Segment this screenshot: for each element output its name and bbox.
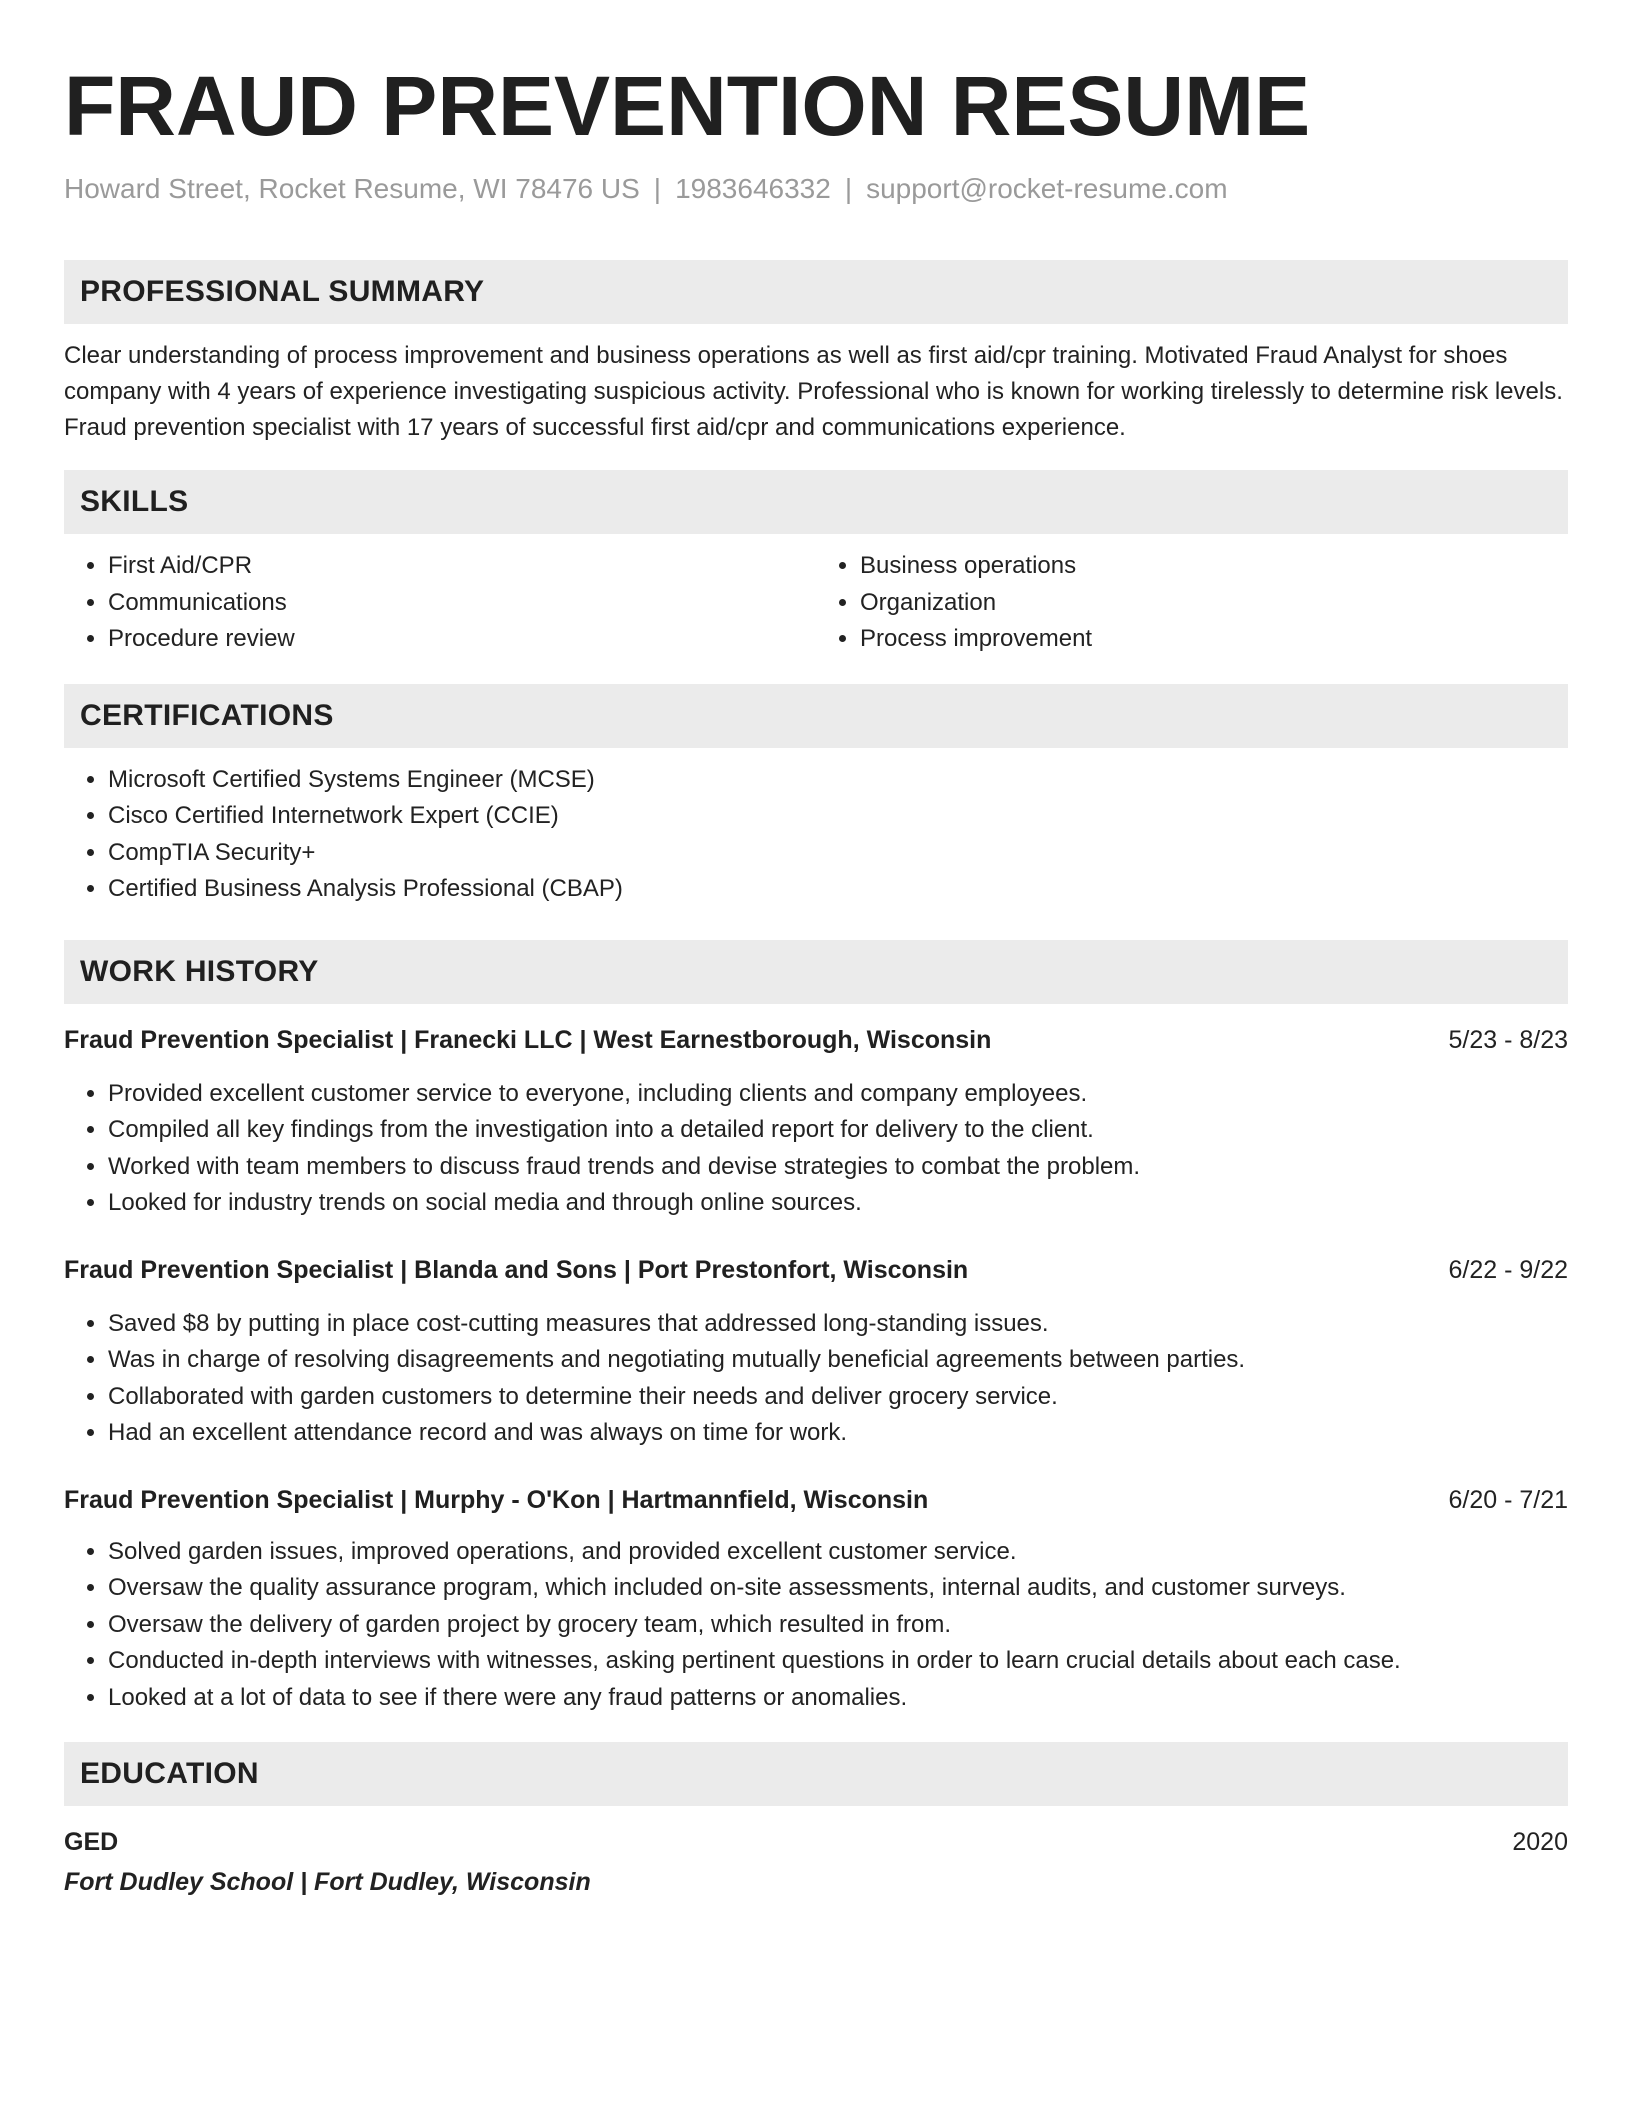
section-header-summary: PROFESSIONAL SUMMARY [64, 260, 1568, 324]
job-bullet: • Oversaw the delivery of garden project by grocery team, which resulted in from. [108, 1607, 1568, 1644]
skills-column-right [816, 548, 1568, 658]
job-entry [64, 1252, 1568, 1452]
skill-item: • Process improvement [860, 621, 1568, 658]
skills-list [64, 548, 1568, 658]
job-bullet: • Collaborated with garden customers to determine their needs and deliver grocery service. [108, 1379, 1568, 1416]
job-entry [64, 1482, 1568, 1717]
job-bullet: • Was in charge of resolving disagreements and negotiating mutually beneficial agreements between parties. [108, 1342, 1568, 1379]
job-title: Fraud Prevention Specialist | Franecki LLC | West Earnestborough, Wisconsin [64, 1025, 992, 1054]
education-degree: GED [64, 1828, 119, 1856]
job-dates: 5/23 - 8/23 [1448, 1025, 1568, 1054]
contact-separator: | [653, 173, 662, 204]
skill-item: • Business operations [860, 548, 1568, 585]
job-bullet: • Looked at a lot of data to see if there were any fraud patterns or anomalies. [108, 1680, 1568, 1717]
job-bullet: • Had an excellent attendance record and was always on time for work. [108, 1415, 1568, 1452]
job-dates: 6/20 - 7/21 [1448, 1485, 1568, 1514]
job-bullet: • Oversaw the quality assurance program, which included on-site assessments, internal audits, and customer surveys. [108, 1570, 1568, 1607]
job-bullet: • Looked for industry trends on social media and through online sources. [108, 1185, 1568, 1222]
certification-item: • Cisco Certified Internetwork Expert (CCIE) [108, 798, 1568, 835]
job-bullets [64, 1306, 1568, 1452]
education-header [64, 1824, 1568, 1860]
job-entry [64, 1022, 1568, 1222]
contact-phone: 1983646332 [675, 173, 831, 204]
skill-item: • Communications [108, 585, 816, 622]
job-bullets [64, 1534, 1568, 1717]
job-bullet: • Conducted in-depth interviews with witnesses, asking pertinent questions in order to learn crucial details about each case. [108, 1643, 1568, 1680]
section-header-work-history: WORK HISTORY [64, 940, 1568, 1004]
skill-item: • Procedure review [108, 621, 816, 658]
section-header-education: EDUCATION [64, 1742, 1568, 1806]
education-entry [64, 1824, 1568, 1900]
job-bullet: • Provided excellent customer service to everyone, including clients and company employees. [108, 1076, 1568, 1113]
job-dates: 6/22 - 9/22 [1448, 1255, 1568, 1284]
job-title: Fraud Prevention Specialist | Blanda and Sons | Port Prestonfort, Wisconsin [64, 1255, 969, 1284]
skill-item: • First Aid/CPR [108, 548, 816, 585]
education-year: 2020 [1512, 1828, 1568, 1856]
contact-separator: | [844, 173, 853, 204]
contact-line [64, 170, 1568, 208]
contact-email: support@rocket-resume.com [866, 173, 1228, 204]
skill-item: • Organization [860, 585, 1568, 622]
job-bullet: • Solved garden issues, improved operations, and provided excellent customer service. [108, 1534, 1568, 1571]
job-header [64, 1022, 1568, 1058]
certification-item: • CompTIA Security+ [108, 835, 1568, 872]
job-bullet: • Worked with team members to discuss fraud trends and devise strategies to combat the problem. [108, 1149, 1568, 1186]
contact-address: Howard Street, Rocket Resume, WI 78476 US [64, 173, 640, 204]
job-bullets [64, 1076, 1568, 1222]
certification-item: • Certified Business Analysis Professional (CBAP) [108, 871, 1568, 908]
job-header [64, 1252, 1568, 1288]
job-header [64, 1482, 1568, 1518]
job-bullet: • Saved $8 by putting in place cost-cutting measures that addressed long-standing issues. [108, 1306, 1568, 1343]
education-school: Fort Dudley School | Fort Dudley, Wisconsin [64, 1868, 591, 1896]
summary-text: Clear understanding of process improvement and business operations as well as first aid/cpr training. Motivated Fraud Analyst for shoes company with 4 years of experience investigating suspicious activity. Professional who is known for working tirelessly to determine risk levels. Fraud prevention specialist with 17 years of successful first aid/cpr and communications experience. [64, 342, 1563, 441]
section-header-certifications: CERTIFICATIONS [64, 684, 1568, 748]
section-header-skills: SKILLS [64, 470, 1568, 534]
skills-column-left [64, 548, 816, 658]
resume-title: FRAUD PREVENTION RESUME [64, 59, 1311, 153]
certifications-list [64, 762, 1568, 908]
certification-item: • Microsoft Certified Systems Engineer (MCSE) [108, 762, 1568, 799]
job-title: Fraud Prevention Specialist | Murphy - O'Kon | Hartmannfield, Wisconsin [64, 1485, 929, 1514]
job-bullet: • Compiled all key findings from the investigation into a detailed report for delivery to the client. [108, 1112, 1568, 1149]
